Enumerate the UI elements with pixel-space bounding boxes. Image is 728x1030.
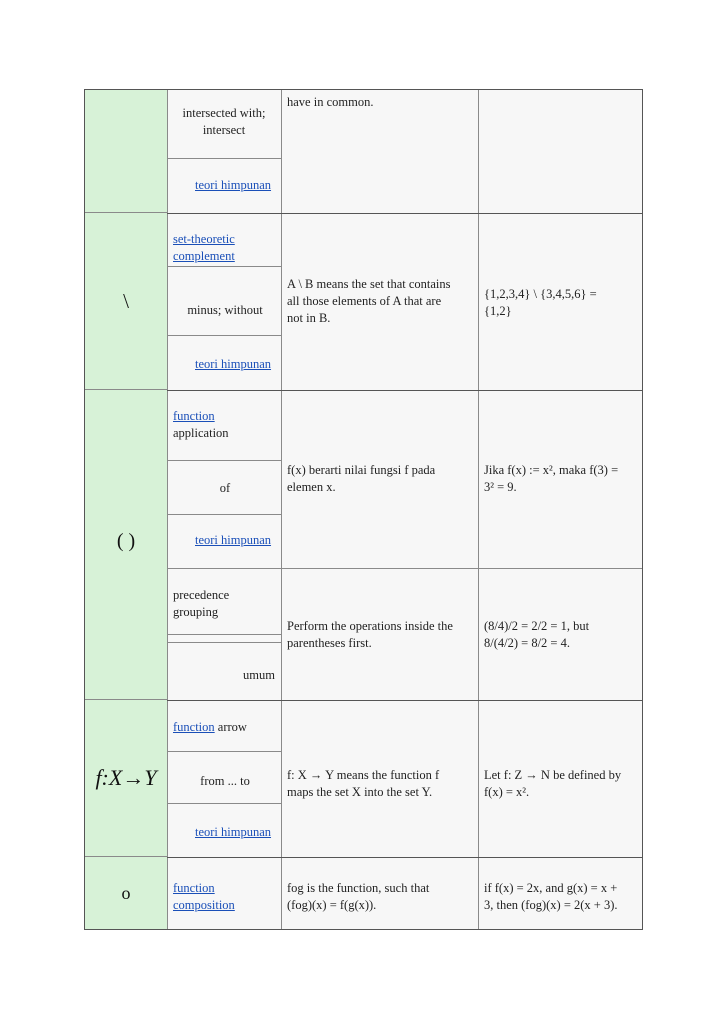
row-divider xyxy=(167,390,642,391)
name-link-composition[interactable]: function composition xyxy=(173,881,235,912)
symbol-cell-function-arrow: f:X→Y xyxy=(85,700,167,857)
read-as-text: intersected with; intersect xyxy=(182,106,266,137)
row-divider xyxy=(167,700,642,701)
example-text: (8/4)/2 = 2/2 = 1, but 8/(4/2) = 8/2 = 4. xyxy=(484,619,590,650)
explanation-text: A \ B means the set that contains all those elements of A that are not in B. xyxy=(287,277,451,325)
name-sub-divider xyxy=(167,460,281,461)
symbol-cell-complement: \ xyxy=(85,213,167,390)
name-sub-divider xyxy=(167,803,281,804)
explanation-text: have in common. xyxy=(287,95,374,109)
explanation-text: f(x) berarti nilai fungsi f pada elemen x. xyxy=(287,463,436,494)
explanation-text: fog is the function, such that (fog)(x) = f(g(x)). xyxy=(287,881,430,912)
example-text: if f(x) = 2x, and g(x) = x + 3, then (fog)(x) = 2(x + 3). xyxy=(484,881,618,912)
name-sub-divider xyxy=(167,634,281,635)
explanation-text: Perform the operations inside the parentheses first. xyxy=(287,619,453,650)
example-text: {1,2,3,4} \ {3,4,5,6} = {1,2} xyxy=(484,287,597,318)
name-sub-divider xyxy=(167,266,281,267)
category-text: umum xyxy=(243,668,275,682)
symbol-table xyxy=(84,89,643,930)
symbol-cell-composition: o xyxy=(85,857,167,929)
category-link[interactable]: teori himpunan xyxy=(195,825,272,839)
example-text: Jika f(x) := x², maka f(3) = 3² = 9. xyxy=(484,463,619,494)
name-sub-divider xyxy=(167,642,281,643)
name-sub-divider xyxy=(167,514,281,515)
read-as-text: minus; without xyxy=(187,303,263,317)
symbol-cell-parentheses: ( ) xyxy=(85,390,167,700)
explanation-text: f: X → Y means the function f maps the set X into the set Y. xyxy=(287,768,440,799)
name-sub-divider xyxy=(167,158,281,159)
name-link-function[interactable]: function xyxy=(173,720,215,734)
name-text-precedence: precedence grouping xyxy=(173,588,230,619)
name-sub-divider xyxy=(167,335,281,336)
category-link[interactable]: teori himpunan xyxy=(195,533,272,547)
name-sub-divider xyxy=(167,751,281,752)
read-as-text: of xyxy=(219,481,231,495)
col-divider xyxy=(281,90,282,929)
symbol-cell-intersect xyxy=(85,90,167,213)
category-link[interactable]: teori himpunan xyxy=(195,178,272,192)
name-function-application: function application xyxy=(173,409,229,440)
row-divider xyxy=(167,213,642,214)
read-as-text: from ... to xyxy=(200,774,250,788)
name-function-arrow: function arrow xyxy=(173,720,247,734)
name-link-function[interactable]: function xyxy=(173,409,215,423)
name-link-complement[interactable]: set-theoretic complement xyxy=(173,232,235,263)
row-divider xyxy=(167,568,642,569)
category-link[interactable]: teori himpunan xyxy=(195,357,272,371)
row-divider xyxy=(167,857,642,858)
example-text: Let f: Z → N be defined by f(x) = x². xyxy=(484,768,622,799)
col-divider xyxy=(478,90,479,929)
